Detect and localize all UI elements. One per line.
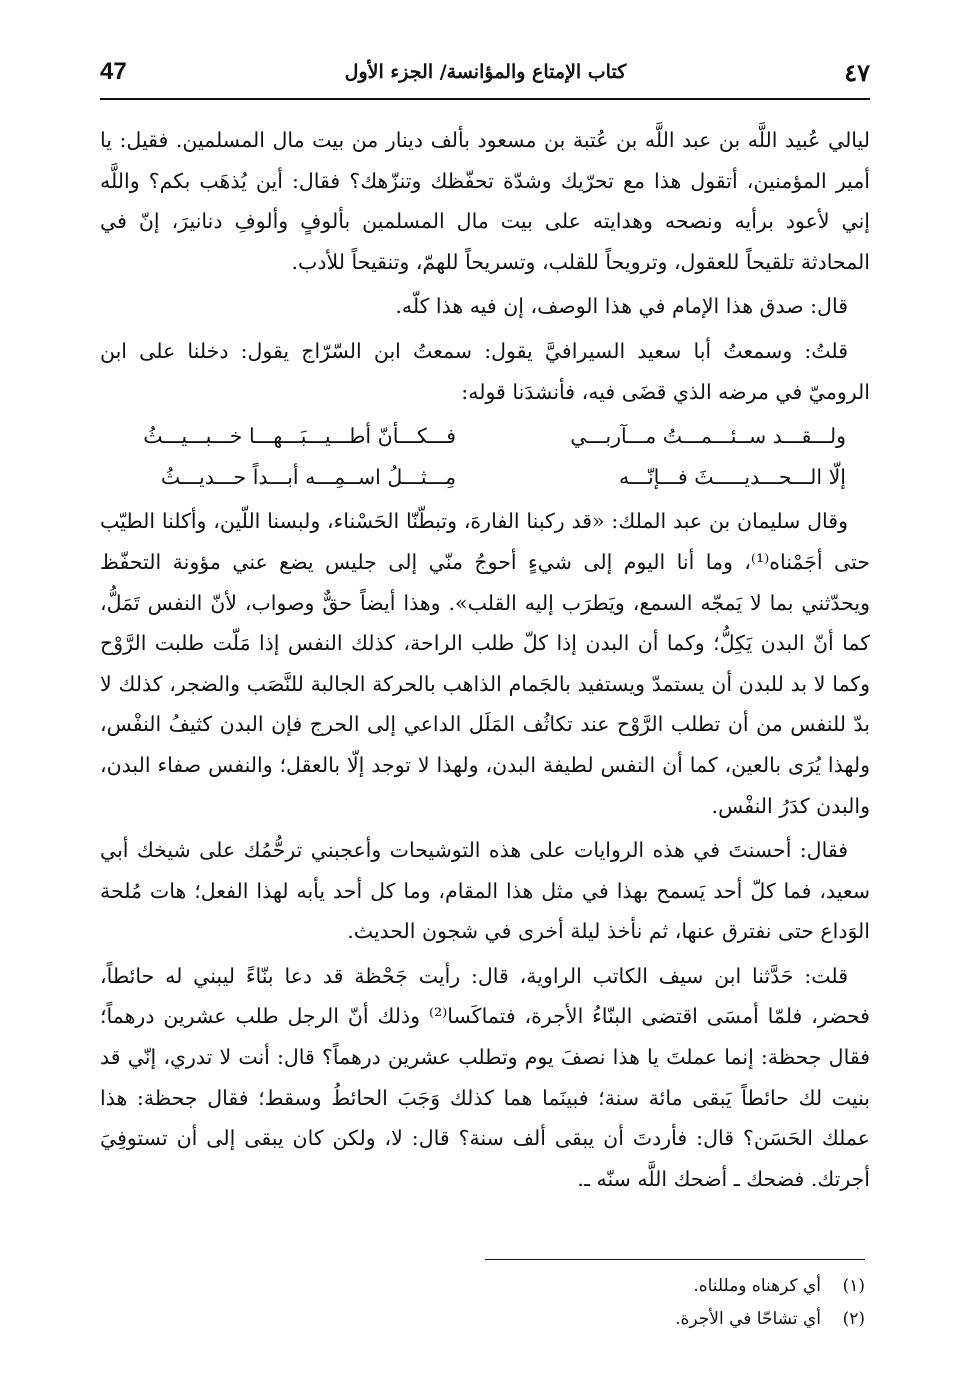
poem-verse	[100, 416, 870, 457]
verse-first-hemistich: إلّا الـــحـــديـــــثَ فـــإنّـــه	[618, 464, 846, 489]
paragraph: وقال سليمان بن عبد الملك: «قد ركبنا الفارهَ، وتبطّنّا الحَسْناء، ولبسنا اللّين، وأكلنا الطيّب حتى أجَمْناه⁽¹⁾، وما أنا اليوم إلى شيءٍ أحوجُ منّي إلى جليس يضع عني مؤونة التحفّظ ويحدّثني بما لا يَمجّه السمع، ويَطرَب إليه القلب». وهذا أيضاً حقٌّ وصواب، لأنّ النفس تَمَلُّ، كما أنّ البدن يَكِلُّ؛ وكما أن البدن إذا كلّ طلب الراحة، كذلك النفس إذا مَلّت طلبت الرَّوْح وكما لا بد للبدن أن يستمدّ ويستفيد بالجَمام الذاهب بالحركة الجالبة للنَّصَب والضجر، كذلك لا بدّ للنفس من أن تطلب الرَّوْح عند تكاثُف المَلَل الداعي إلى الحرج فإن البدن كثيفُ النفْس، ولهذا يُرَى بالعين، كما أن النفس لطيفة البدن، ولهذا لا توجد إلّا بالعقل؛ والنفس صفاء البدن، والبدن كدَرُ النفْس.	[100, 509, 870, 818]
paragraph: فقال: أحسنتَ في هذه الروايات على هذه التوشيحات وأعجبني ترحُّمُك على شيخك أبي سعيد، فما كلّ أحد يَسمح بهذا في مثل هذا المقام، وما كل أحد يأبه لهذا الفعل؛ هات مُلحة الوَداع حتى نفترق عنها، ثم نأخذ ليلة أخرى في شجون الحديث.	[100, 838, 870, 944]
footnote-text: أي تشاحّا في الأجرة.	[675, 1309, 821, 1329]
footnote	[100, 1270, 865, 1303]
page-number-arabic: ٤٧	[844, 57, 870, 87]
page	[100, 52, 870, 1199]
page-number-latin: 47	[100, 58, 127, 85]
poem	[100, 416, 870, 497]
footnote-text: أي كرهناه ومللناه.	[693, 1276, 821, 1296]
header-rule	[100, 98, 870, 100]
footnote-number: (٢)	[842, 1309, 865, 1329]
paragraph: قال: صدق هذا الإمام في هذا الوصف، إن فيه هذا كلّه.	[395, 294, 848, 319]
footnote	[100, 1303, 865, 1336]
page-body	[100, 120, 870, 1199]
verse-second-hemistich: مِـــثـــلُ اســمِـــه أبـــداً حـــديـــثُ	[160, 464, 457, 489]
running-header	[100, 52, 870, 92]
paragraph: قلتُ: وسمعتُ أبا سعيد السيرافيَّ يقول: سمعتُ ابن السّرّاج يقول: دخلنا على ابن الروميّ في مرضه الذي قضَى فيه، فأنشدَنا قوله:	[100, 338, 870, 404]
paragraph: قلت: حَدَّثنا ابن سيف الكاتب الراوية، قال: رأيت جَحْظة قد دعا بنّاءً ليبني له حائطاً، فحضر، فلمّا أمسَى اقتضى البنّاءُ الأجرة، فتماكَسا⁽²⁾ وذلك أنّ الرجل طلب عشرين درهماً؛ فقال جحظة: إنما عملتَ يا هذا نصفَ يوم وتطلب عشرين درهماً؟ قال: أنت لا تدري، إنّي قد بنيت لك حائطاً يَبقى مائة سنة؛ فبينَما هما كذلك وَجَبَ الحائطُ وسقط؛ فقال جحظة: هذا عملك الحَسَن؟ قال: فأردتَ أن يبقى ألف سنة؟ قال: لا، ولكن كان يبقى إلى أن تستوفِيَ أجرتك. فضحك ـ أضحك اللَّه سنّه ـ.	[100, 963, 870, 1191]
verse-first-hemistich: ولـــقـــد ســئـــمـــتُ مـــآربـــي	[570, 424, 846, 449]
running-title: كتاب الإمتاع والمؤانسة/ الجزء الأول	[344, 61, 627, 83]
verse-second-hemistich: فـــكـــأنّ أطـــيـــبَـــهـــا خـــبـــيـــثُ	[143, 424, 457, 449]
poem-verse	[100, 457, 870, 498]
footnote-number: (١)	[842, 1276, 865, 1296]
paragraph: ليالي عُبيد اللَّه بن عبد اللَّه بن عُتبة بن مسعود بألف دينار من بيت مال المسلمين. فقيل: يا أمير المؤمنين، أتقول هذا مع تحرّيك وشدّة تحفّظك وتنزّهك؟ فقال: أين يُذهَب بكم؟ واللَّه إني لأعود برأيه ونصحه وهدايته على بيت مال المسلمين بألوفٍ وألوفِ دنانيرَ، إنّ في المحادثة تلقيحاً للعقول، وترويحاً للقلب، وتسريحاً للهمّ، وتنقيحاً للأدب.	[100, 128, 870, 274]
footnotes	[100, 1270, 865, 1336]
footnote-rule	[485, 1259, 865, 1260]
